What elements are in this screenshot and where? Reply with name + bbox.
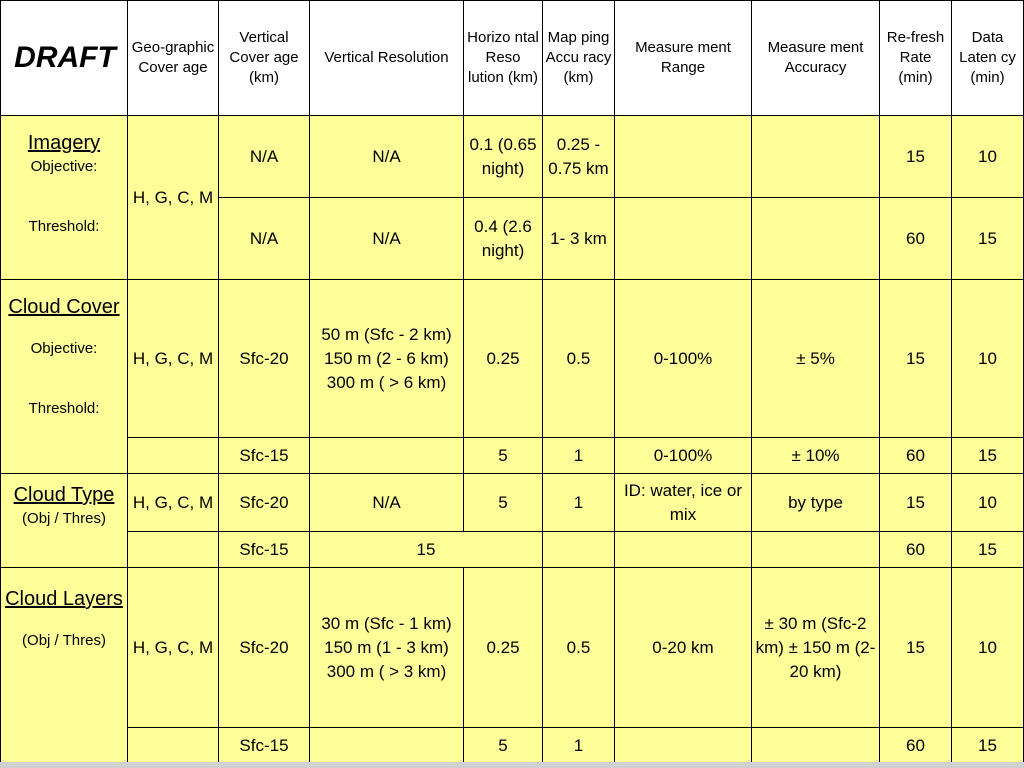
objective-label: Objective: bbox=[30, 340, 98, 357]
cell-measurement-accuracy bbox=[752, 532, 880, 568]
cell-coverage: H, G, C, M bbox=[128, 568, 219, 728]
cell-horizontal-resolution: 5 bbox=[464, 474, 543, 532]
product-label-cloud-type bbox=[1, 474, 128, 568]
cell-horizontal-resolution: 5 bbox=[464, 728, 543, 764]
cell-measurement-range bbox=[615, 198, 752, 280]
cell-data-latency: 15 bbox=[952, 728, 1024, 764]
header-horizontal-resolution: Horizo ntal Reso lution (km) bbox=[464, 1, 543, 116]
cell-vertical-resolution: N/A bbox=[310, 198, 464, 280]
cell-horizontal-resolution: 0.25 bbox=[464, 280, 543, 438]
cell-data-latency: 10 bbox=[952, 474, 1024, 532]
cell-measurement-accuracy bbox=[752, 198, 880, 280]
cell-refresh-rate: 15 bbox=[880, 280, 952, 438]
table-row bbox=[1, 116, 1024, 198]
cell-refresh-rate: 15 bbox=[880, 474, 952, 532]
cell-measurement-range bbox=[615, 532, 752, 568]
cell-coverage-empty bbox=[128, 532, 219, 568]
header-vertical-resolution: Vertical Resolution bbox=[310, 1, 464, 116]
table-row bbox=[1, 532, 1024, 568]
cell-vertical-coverage: Sfc-15 bbox=[219, 728, 310, 764]
cell-mapping-accuracy: 1 bbox=[543, 728, 615, 764]
cell-vertical-resolution: 50 m (Sfc - 2 km) 150 m (2 - 6 km) 300 m ( > 6 km) bbox=[310, 280, 464, 438]
cell-data-latency: 15 bbox=[952, 198, 1024, 280]
cell-measurement-accuracy: ± 5% bbox=[752, 280, 880, 438]
cell-measurement-range: 0-20 km bbox=[615, 568, 752, 728]
threshold-label: Threshold: bbox=[28, 218, 100, 235]
cell-measurement-accuracy bbox=[752, 116, 880, 198]
cell-coverage: H, G, C, M bbox=[128, 474, 219, 532]
header-row bbox=[1, 1, 1024, 116]
cell-vertical-coverage: Sfc-20 bbox=[219, 474, 310, 532]
cell-vertical-coverage: Sfc-20 bbox=[219, 568, 310, 728]
cell-measurement-accuracy: ± 10% bbox=[752, 438, 880, 474]
cell-measurement-accuracy: ± 30 m (Sfc-2 km) ± 150 m (2-20 km) bbox=[752, 568, 880, 728]
cell-vertical-resolution bbox=[310, 438, 464, 474]
cell-measurement-accuracy: by type bbox=[752, 474, 880, 532]
cell-coverage: H, G, C, M bbox=[128, 116, 219, 280]
table-row bbox=[1, 474, 1024, 532]
cell-vertical-resolution: 30 m (Sfc - 1 km) 150 m (1 - 3 km) 300 m ( > 3 km) bbox=[310, 568, 464, 728]
cell-data-latency: 15 bbox=[952, 532, 1024, 568]
cell-horizontal-resolution: 0.4 (2.6 night) bbox=[464, 198, 543, 280]
cell-refresh-rate: 15 bbox=[880, 116, 952, 198]
cell-mapping-accuracy: 0.5 bbox=[543, 568, 615, 728]
cell-vertical-resolution: N/A bbox=[310, 474, 464, 532]
cell-horizontal-resolution: 5 bbox=[464, 438, 543, 474]
cell-horizontal-resolution: 0.1 (0.65 night) bbox=[464, 116, 543, 198]
cell-mapping-accuracy: 0.25 - 0.75 km bbox=[543, 116, 615, 198]
header-data-latency: Data Laten cy (min) bbox=[952, 1, 1024, 116]
footer-strip bbox=[0, 762, 1024, 768]
threshold-label: Threshold: bbox=[28, 400, 100, 417]
cell-mapping-accuracy: 0.5 bbox=[543, 280, 615, 438]
cell-measurement-accuracy bbox=[752, 728, 880, 764]
header-vertical-coverage: Vertical Cover age (km) bbox=[219, 1, 310, 116]
objective-label: Objective: bbox=[30, 158, 98, 175]
cell-vertical-resolution bbox=[310, 728, 464, 764]
cell-mapping-accuracy bbox=[543, 532, 615, 568]
header-geographic-coverage: Geo-graphic Cover age bbox=[128, 1, 219, 116]
cell-vertical-resolution: N/A bbox=[310, 116, 464, 198]
obj-thres-label: (Obj / Thres) bbox=[22, 510, 106, 527]
cell-measurement-range: 0-100% bbox=[615, 280, 752, 438]
obj-thres-label: (Obj / Thres) bbox=[22, 632, 106, 649]
cell-coverage: H, G, C, M bbox=[128, 280, 219, 438]
cell-refresh-rate: 60 bbox=[880, 438, 952, 474]
cell-mapping-accuracy: 1- 3 km bbox=[543, 198, 615, 280]
table-row bbox=[1, 728, 1024, 764]
header-measurement-accuracy: Measure ment Accuracy bbox=[752, 1, 880, 116]
cell-vertical-coverage: N/A bbox=[219, 198, 310, 280]
table-row bbox=[1, 568, 1024, 728]
cell-refresh-rate: 60 bbox=[880, 728, 952, 764]
cell-data-latency: 10 bbox=[952, 568, 1024, 728]
cell-coverage-empty bbox=[128, 728, 219, 764]
product-name: Cloud Layers bbox=[5, 588, 123, 610]
cell-coverage-empty bbox=[128, 438, 219, 474]
product-label-imagery bbox=[1, 116, 128, 280]
product-name: Imagery bbox=[27, 132, 101, 154]
product-name: Cloud Cover bbox=[8, 296, 120, 318]
cell-measurement-range: ID: water, ice or mix bbox=[615, 474, 752, 532]
cell-data-latency: 10 bbox=[952, 116, 1024, 198]
cell-refresh-rate: 60 bbox=[880, 532, 952, 568]
cell-refresh-rate: 15 bbox=[880, 568, 952, 728]
cell-vertical-coverage: Sfc-15 bbox=[219, 532, 310, 568]
cell-data-latency: 15 bbox=[952, 438, 1024, 474]
cell-measurement-range bbox=[615, 116, 752, 198]
cell-vertical-horizontal-resolution: 15 bbox=[310, 532, 543, 568]
product-label-cloud-cover bbox=[1, 280, 128, 474]
cell-refresh-rate: 60 bbox=[880, 198, 952, 280]
table-row bbox=[1, 280, 1024, 438]
cell-vertical-coverage: Sfc-20 bbox=[219, 280, 310, 438]
product-name: Cloud Type bbox=[13, 484, 115, 506]
header-measurement-range: Measure ment Range bbox=[615, 1, 752, 116]
header-refresh-rate: Re-fresh Rate (min) bbox=[880, 1, 952, 116]
cell-vertical-coverage: Sfc-15 bbox=[219, 438, 310, 474]
draft-label: DRAFT bbox=[1, 1, 128, 116]
cell-horizontal-resolution: 0.25 bbox=[464, 568, 543, 728]
product-label-cloud-layers bbox=[1, 568, 128, 764]
cell-measurement-range bbox=[615, 728, 752, 764]
cell-vertical-coverage: N/A bbox=[219, 116, 310, 198]
header-mapping-accuracy: Map ping Accu racy (km) bbox=[543, 1, 615, 116]
cell-measurement-range: 0-100% bbox=[615, 438, 752, 474]
table-row bbox=[1, 438, 1024, 474]
cell-data-latency: 10 bbox=[952, 280, 1024, 438]
cell-mapping-accuracy: 1 bbox=[543, 438, 615, 474]
cell-mapping-accuracy: 1 bbox=[543, 474, 615, 532]
